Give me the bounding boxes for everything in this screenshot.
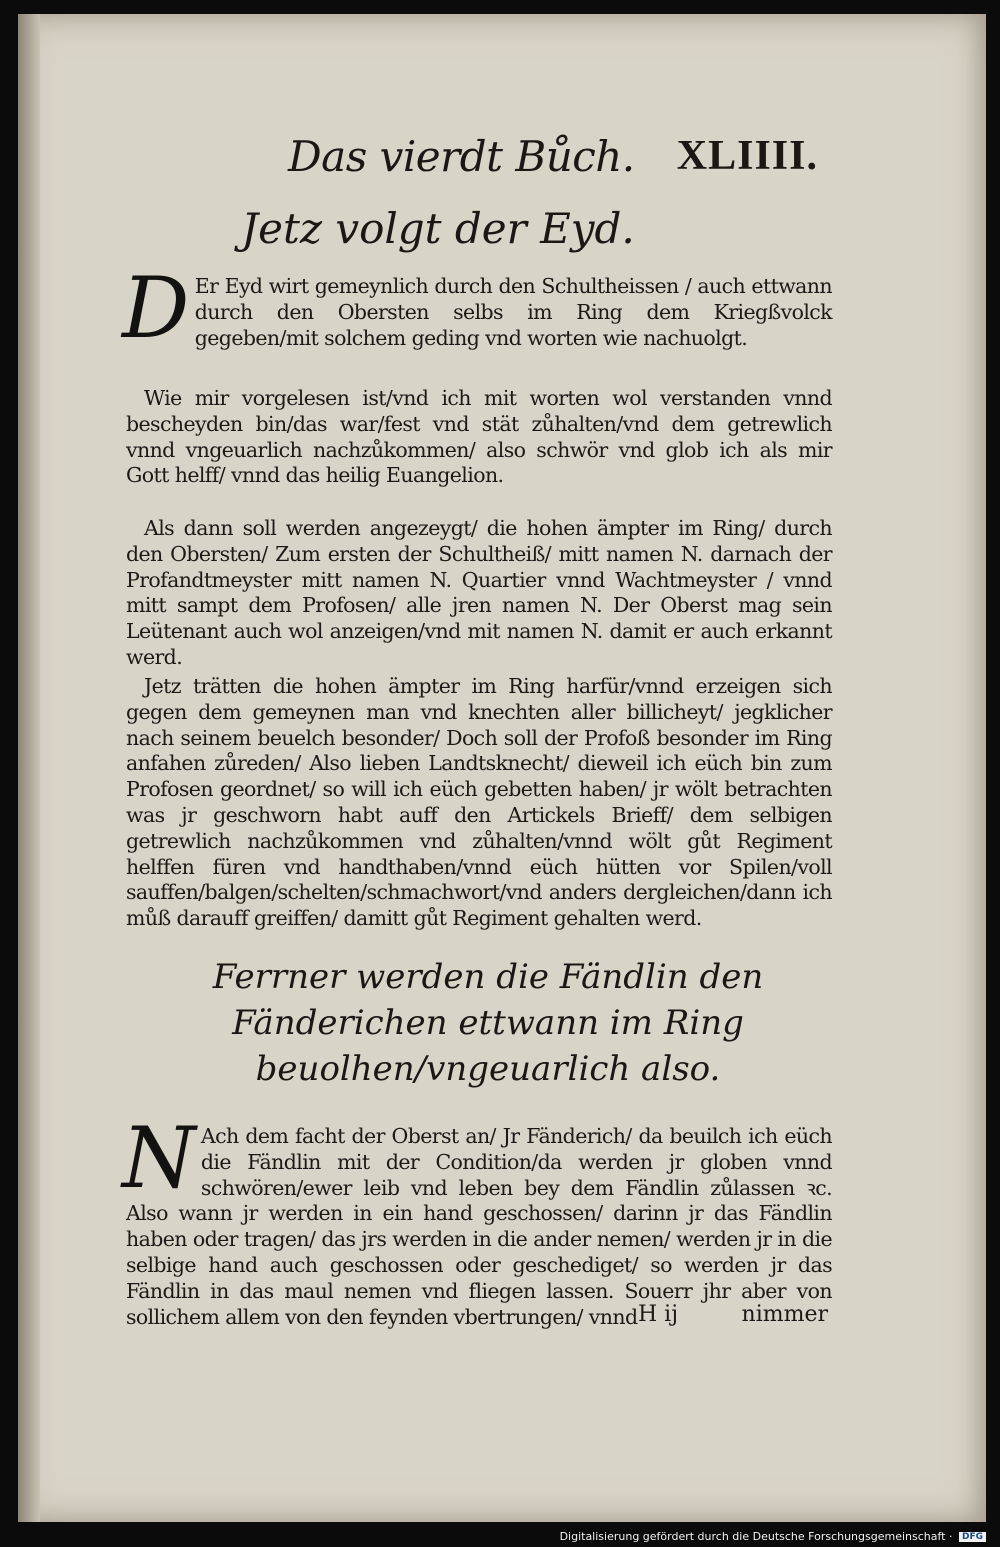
section-heading: Jetz volgt der Eyd. bbox=[241, 204, 635, 253]
footer-bar bbox=[0, 1525, 1000, 1547]
page-gutter bbox=[18, 14, 40, 1522]
paragraph-flag-charge bbox=[122, 1109, 832, 1330]
book-page bbox=[18, 14, 986, 1522]
signature-mark: H ij bbox=[638, 1302, 679, 1327]
credit-text: Digitalisierung gefördert durch die Deutsche Forschungsgemeinschaft · bbox=[559, 1530, 953, 1543]
paragraph-profoss-speech: Jetz trätten die hohen ämpter im Ring harfür/vnnd erzeigen sich gegen dem gemeynen man vnd knechten aller billicheyt/ jegklicher nach seinem beuelch besonder/ Doch soll der Profoß besonder im Ring anfahen zůreden/ Also lieben Landtsknecht/ dieweil ich eüch bin zum Profosen geordnet/ so will ich eüch gebetten haben/ jr wölt betrachten was jr geschworn habt auff den Artickels Brieff/ dem selbigen getrewlich nachzůkommen vnd zůhalten/vnnd wölt gůt Regiment helffen füren vnd handthaben/vnnd eüch hütten vor Spilen/voll sauffen/balgen/schelten/schmachwort/vnd anders dergleichen/dann ich můß darauff greiffen/ damitt gůt Regiment gehalten werd. bbox=[126, 674, 832, 931]
running-head bbox=[258, 132, 818, 192]
dfg-logo-icon: DFG bbox=[959, 1532, 986, 1542]
dfg-credit bbox=[560, 1530, 986, 1543]
flag-section-heading: Ferrner werden die Fändlin den Fänderichen ettwann im Ring beuolhen/vngeuarlich also. bbox=[212, 957, 764, 1089]
drop-initial: N bbox=[122, 1109, 195, 1207]
catchword: nimmer bbox=[741, 1302, 828, 1327]
paragraph-text: Ach dem facht der Oberst an/ Jr Fänderich/ da beuilch ich eüch die Fändlin mit der Condition/da werden jr globen vnnd schwören/ewer leib vnd leben bey dem Fändlin zůlassen ꝛc. Also wann jr werden in ein hand geschossen/ darinn jr das Fändlin haben oder tragen/ das jrs werden in die ander nemen/ werden jr in die selbige hand auch geschossen oder geschediget/ so werden jr das Fändlin in das maul nemen vnd fliegen lassen. Souerr jhr aber von sollichem allem von den feynden vbertrungen/ vnnd bbox=[126, 1124, 832, 1329]
paragraph-oath-text: Wie mir vorgelesen ist/vnd ich mit worten wol verstanden vnnd bescheyden bin/das war/fest vnd stät zůhalten/vnd dem getrewlich vnnd vngeuarlich nachzůkommen/ also schwör vnd glob ich als mir Gott helff/ vnnd das heilig Euangelion. bbox=[126, 386, 832, 488]
paragraph-oath-intro bbox=[122, 259, 832, 357]
folio-number: XLIIII. bbox=[676, 133, 818, 179]
paragraph-offices: Als dann soll werden angezeygt/ die hohen ämpter im Ring/ durch den Obersten/ Zum ersten der Schultheiß/ mitt namen N. darnach der Profandtmeyster mitt namen N. Quartier vnnd Wachtmeyster / vnnd mitt sampt dem Profosen/ alle jren namen N. Der Oberst mag sein Leütenant auch wol anzeigen/vnd mit namen N. damit er auch erkannt werd. bbox=[126, 516, 832, 669]
drop-initial: D bbox=[122, 259, 189, 357]
paragraph-text: Er Eyd wirt gemeynlich durch den Schultheissen / auch ettwann durch den Obersten selbs im Ring dem Kriegßvolck gegeben/mit solchem geding vnd worten wie nachuolgt. bbox=[194, 274, 832, 350]
running-head-title: Das vierdt Bůch. bbox=[288, 132, 635, 181]
